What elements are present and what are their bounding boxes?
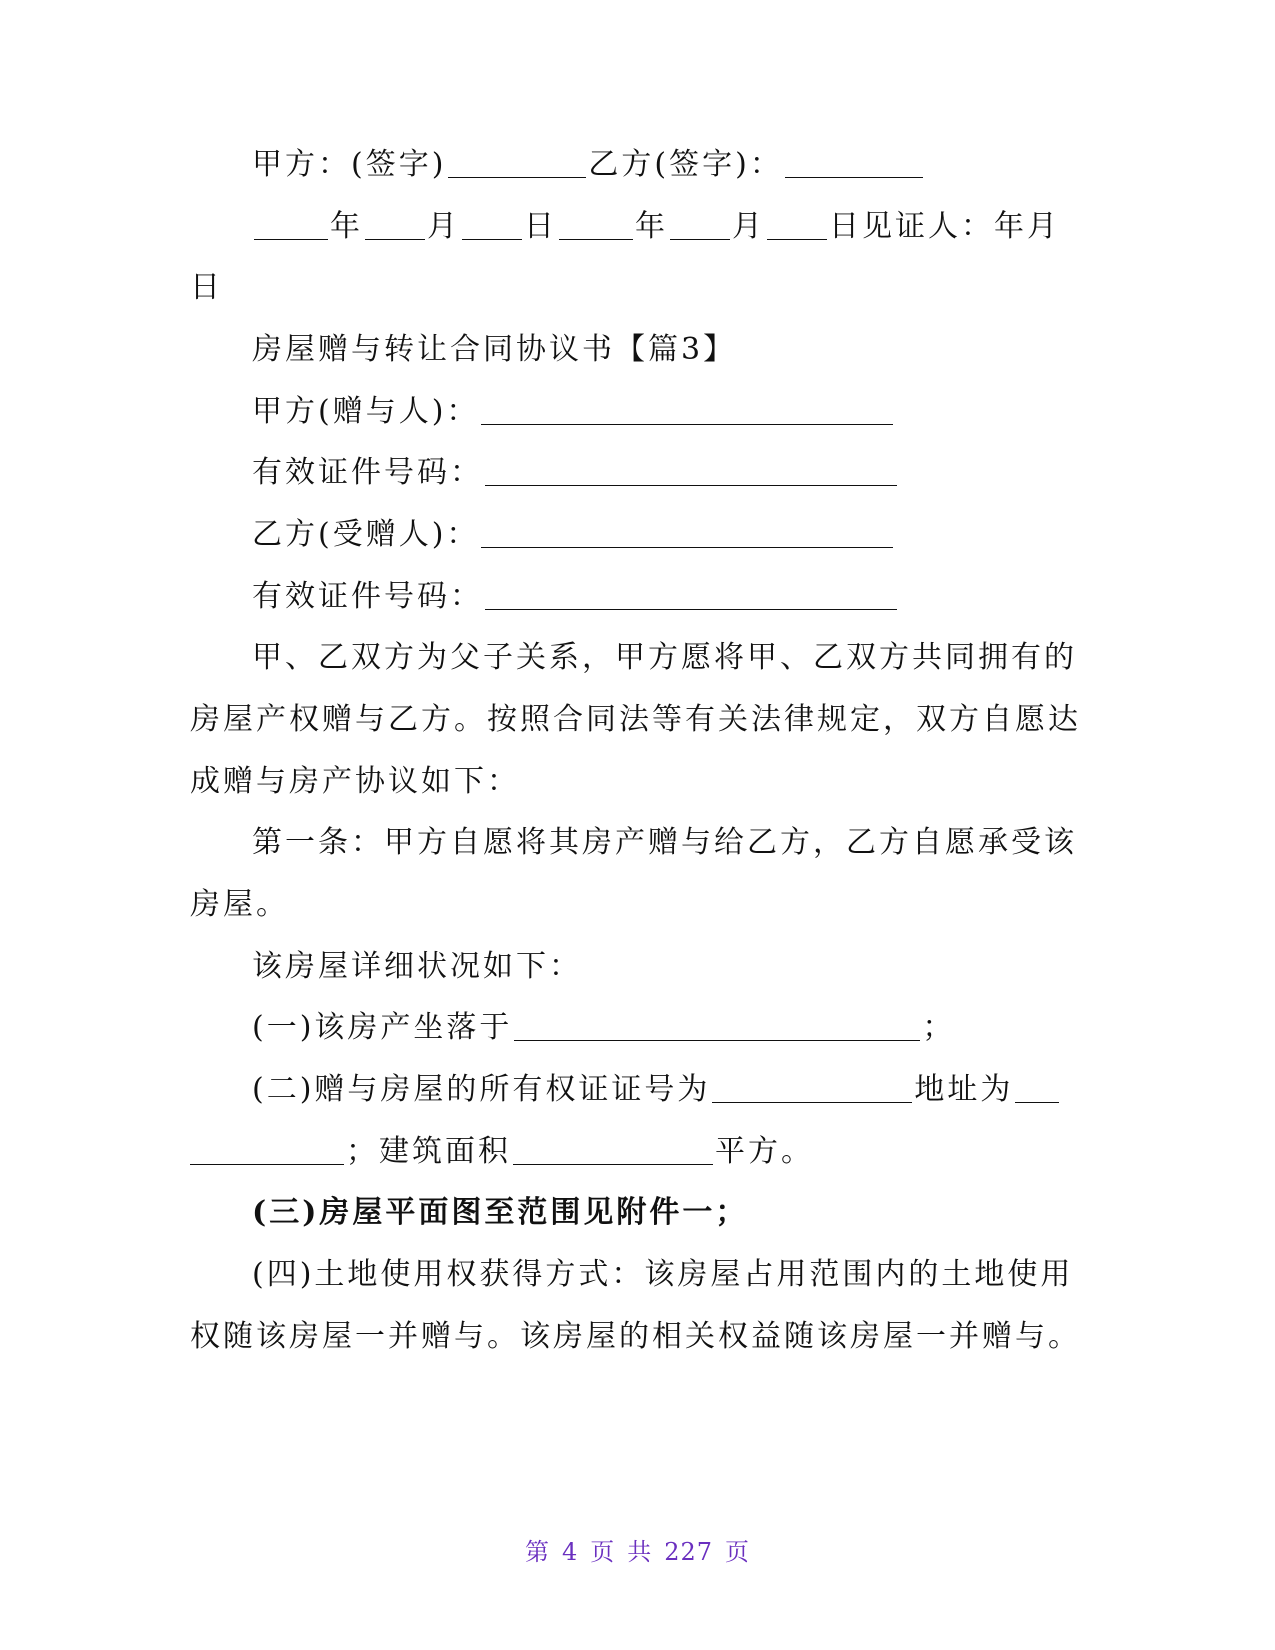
date-line <box>252 207 1060 247</box>
section-heading: 房屋赠与转让合同协议书【篇3】 <box>252 332 737 367</box>
address-blank-cont <box>190 1136 344 1165</box>
current-page-number: 4 <box>561 1538 579 1566</box>
item-1-label: (一)该房产坐落于 <box>252 1010 513 1045</box>
footer-total-label: 共 <box>627 1538 653 1566</box>
footer-page-label: 页 <box>590 1538 616 1566</box>
item-4-continuation: 权随该房屋一并赠与。该房屋的相关权益随该房屋一并赠与。 <box>190 1319 1081 1354</box>
donor-id-label: 有效证件号码： <box>252 455 483 490</box>
donee-id-line <box>252 577 899 617</box>
witness-label: 日见证人：年月 <box>829 209 1060 244</box>
party-a-signature-blank <box>448 149 586 178</box>
area-unit: 平方。 <box>715 1134 814 1169</box>
footer-prefix: 第 <box>524 1538 550 1566</box>
donor-line <box>252 392 895 432</box>
day-blank-2 <box>767 211 827 240</box>
item-2-continuation <box>190 1132 814 1172</box>
year-blank <box>254 211 328 240</box>
donee-label: 乙方(受赠人)： <box>252 517 480 552</box>
item-2-label: (二)赠与房屋的所有权证证号为 <box>252 1072 711 1107</box>
year-blank-2 <box>559 211 633 240</box>
total-page-count: 227 <box>664 1538 714 1566</box>
address-label: 地址为 <box>914 1072 1014 1107</box>
location-blank <box>514 1012 920 1041</box>
signature-line <box>252 145 925 185</box>
item-1-end: ； <box>922 1010 956 1045</box>
area-label: ；建筑面积 <box>346 1134 511 1169</box>
donee-id-blank <box>485 581 897 610</box>
month-blank <box>365 211 425 240</box>
date-wrap-line: 日 <box>190 270 223 305</box>
year-label: 年 <box>330 209 363 244</box>
certificate-number-blank <box>712 1074 912 1103</box>
donee-line <box>252 515 895 555</box>
paragraph-line: 甲、乙双方为父子关系，甲方愿将甲、乙双方共同拥有的 <box>252 640 1077 675</box>
donee-blank <box>481 519 893 548</box>
page-footer <box>0 1532 1275 1567</box>
item-2-line <box>252 1070 1061 1110</box>
month-label-2: 月 <box>732 209 765 244</box>
day-blank <box>462 211 522 240</box>
address-blank <box>1015 1074 1059 1103</box>
details-heading: 该房屋详细状况如下： <box>252 949 582 984</box>
article-line: 第一条：甲方自愿将其房产赠与给乙方，乙方自愿承受该 <box>252 825 1077 860</box>
donee-id-label: 有效证件号码： <box>252 579 483 614</box>
year-label-2: 年 <box>635 209 668 244</box>
party-b-signature-blank <box>785 149 923 178</box>
article-line: 房屋。 <box>190 887 289 922</box>
month-label: 月 <box>427 209 460 244</box>
donor-id-blank <box>485 457 897 486</box>
area-blank <box>513 1136 713 1165</box>
donor-label: 甲方(赠与人)： <box>252 394 480 429</box>
footer-suffix: 页 <box>725 1538 751 1566</box>
item-1-line <box>252 1008 955 1048</box>
item-4-line: (四)土地使用权获得方式：该房屋占用范围内的土地使用 <box>252 1257 1074 1292</box>
paragraph-line: 成赠与房产协议如下： <box>190 764 520 799</box>
day-label: 日 <box>524 209 557 244</box>
item-3-line: (三)房屋平面图至范围见附件一； <box>252 1195 749 1230</box>
party-a-signature-label: 甲方：(签字) <box>252 147 447 182</box>
party-b-signature-label: 乙方(签字)： <box>588 147 783 182</box>
donor-blank <box>481 396 893 425</box>
paragraph-line: 房屋产权赠与乙方。按照合同法等有关法律规定，双方自愿达 <box>190 702 1081 737</box>
month-blank-2 <box>670 211 730 240</box>
donor-id-line <box>252 453 899 493</box>
